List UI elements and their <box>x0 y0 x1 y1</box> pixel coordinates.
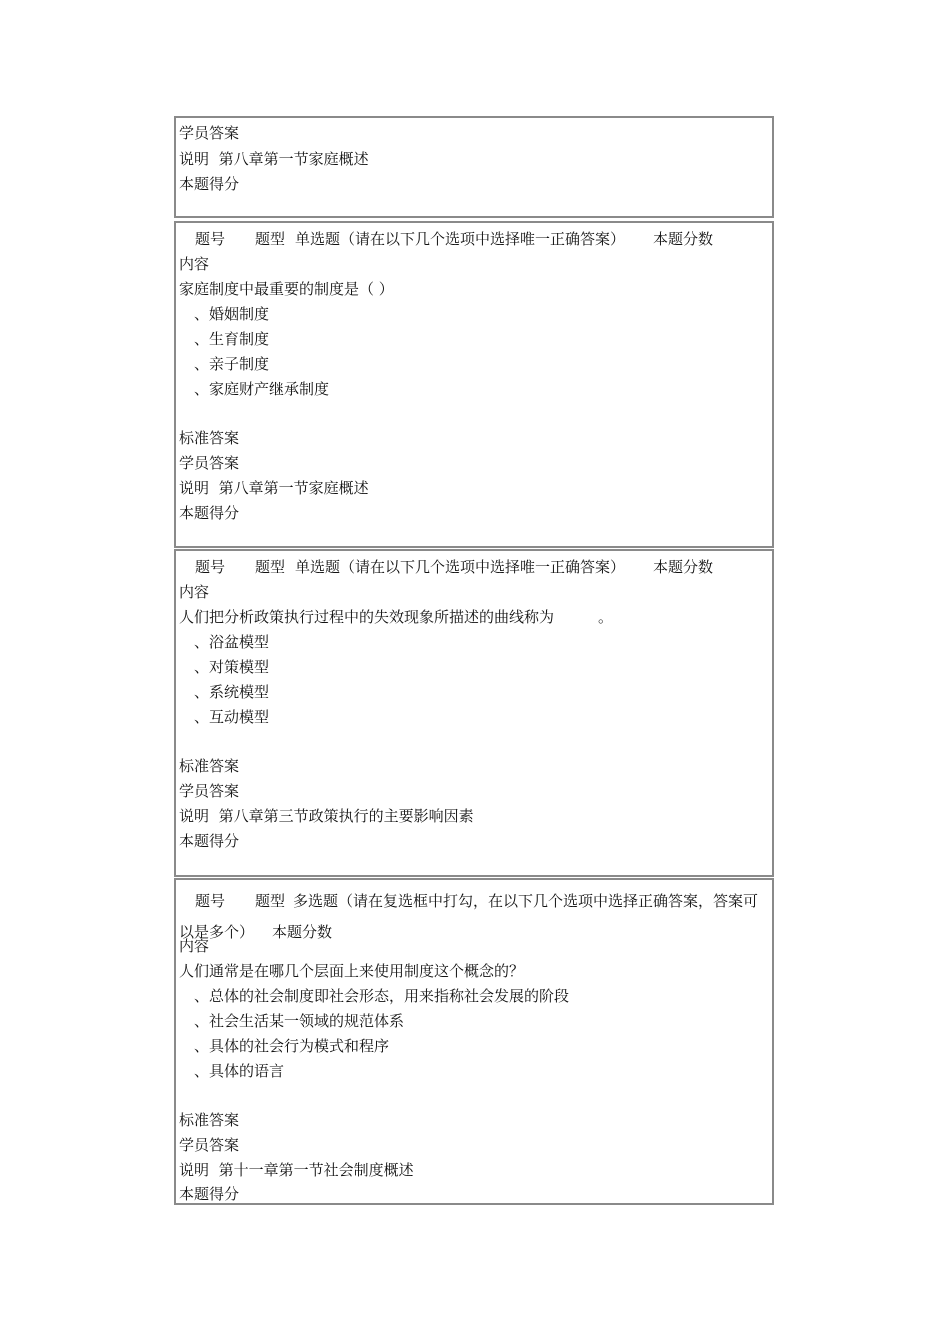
question-text: 人们通常是在哪几个层面上来使用制度这个概念的？ <box>179 962 525 980</box>
score-label: 本题得分 <box>179 175 240 193</box>
score-label: 本题得分 <box>179 504 240 522</box>
explain-row <box>179 806 474 826</box>
question-text: 家庭制度中最重要的制度是（ ） <box>179 280 394 298</box>
question-block-3 <box>174 878 774 1205</box>
option-c: 、具体的社会行为模式和程序 <box>194 1037 390 1055</box>
option-b: 、社会生活某一领域的规范体系 <box>194 1012 405 1030</box>
qno-label: 题号 <box>195 230 226 248</box>
option-a: 、浴盆模型 <box>194 633 270 651</box>
question-block-1 <box>174 221 774 548</box>
option-a: 、总体的社会制度即社会形态，用来指称社会发展的阶段 <box>194 987 570 1005</box>
explain-row <box>179 149 369 169</box>
question-block-0 <box>174 116 774 218</box>
question-header <box>179 557 769 577</box>
question-end-mark: 。 <box>598 608 614 626</box>
option-b: 、对策模型 <box>194 658 270 676</box>
qtype-label: 题型 <box>255 892 286 910</box>
points-label: 本题分数 <box>653 230 714 248</box>
explain-label: 说明 <box>179 1161 210 1179</box>
qtype-label: 题型 <box>255 230 286 248</box>
question-header <box>179 229 769 249</box>
std-answer-label: 标准答案 <box>179 1111 240 1129</box>
question-block-2 <box>174 549 774 877</box>
option-c: 、亲子制度 <box>194 355 270 373</box>
explain-text: 第十一章第一节社会制度概述 <box>218 1161 414 1179</box>
qno-label: 题号 <box>195 892 226 910</box>
explain-row <box>179 1160 414 1180</box>
std-answer-label: 标准答案 <box>179 757 240 775</box>
option-b: 、生育制度 <box>194 330 270 348</box>
question-row <box>179 607 613 627</box>
option-a: 、婚姻制度 <box>194 305 270 323</box>
content-label: 内容 <box>179 583 210 601</box>
content-label: 内容 <box>179 937 210 955</box>
score-label: 本题得分 <box>179 1185 240 1203</box>
option-c: 、系统模型 <box>194 683 270 701</box>
qtype-text: 多选题（请在复选框中打勾，在以下几个选项中选择正确答案，答案可以是多个） <box>179 892 759 941</box>
explain-row <box>179 478 369 498</box>
option-d: 、家庭财产继承制度 <box>194 380 330 398</box>
qtype-text: 单选题（请在以下几个选项中选择唯一正确答案） <box>295 230 626 248</box>
student-answer-label: 学员答案 <box>179 1136 240 1154</box>
explain-label: 说明 <box>179 479 210 497</box>
option-d: 、互动模型 <box>194 708 270 726</box>
explain-text: 第八章第一节家庭概述 <box>218 150 369 168</box>
explain-text: 第八章第一节家庭概述 <box>218 479 369 497</box>
option-d: 、具体的语言 <box>194 1062 285 1080</box>
score-label: 本题得分 <box>179 832 240 850</box>
std-answer-label: 标准答案 <box>179 429 240 447</box>
qno-label: 题号 <box>195 558 226 576</box>
question-text: 人们把分析政策执行过程中的失效现象所描述的曲线称为 <box>179 608 555 626</box>
qtype-label: 题型 <box>255 558 286 576</box>
content-label: 内容 <box>179 255 210 273</box>
qtype-text: 单选题（请在以下几个选项中选择唯一正确答案） <box>295 558 626 576</box>
explain-label: 说明 <box>179 807 210 825</box>
points-label: 本题分数 <box>653 558 714 576</box>
explain-text: 第八章第三节政策执行的主要影响因素 <box>218 807 474 825</box>
points-label: 本题分数 <box>272 923 333 941</box>
student-answer-label: 学员答案 <box>179 782 240 800</box>
student-answer-label: 学员答案 <box>179 124 240 142</box>
question-header <box>179 886 771 948</box>
explain-label: 说明 <box>179 150 210 168</box>
student-answer-label: 学员答案 <box>179 454 240 472</box>
